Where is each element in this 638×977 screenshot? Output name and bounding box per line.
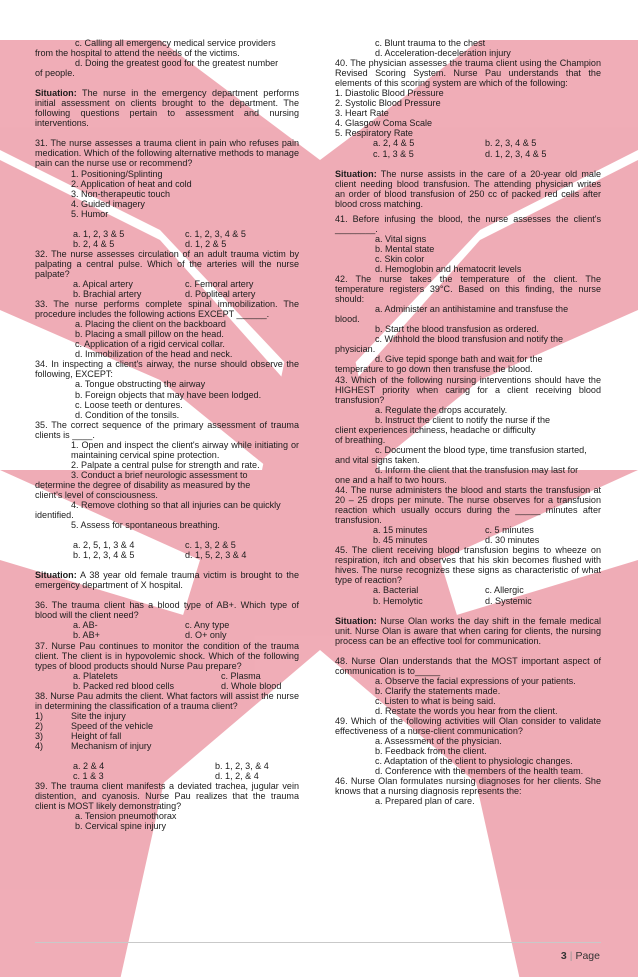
text-line: d. Doing the greatest good for the greatest number <box>75 58 279 69</box>
answer-row <box>35 620 299 630</box>
answer-choice: b. 1, 2, 3, 4 & 5 <box>73 550 135 561</box>
situation-intro <box>35 570 299 590</box>
answer-row <box>35 279 299 289</box>
answer-choice: c. Listen to what is being said. <box>375 695 496 706</box>
situation-label: Situation: <box>35 570 77 581</box>
situation-label: Situation: <box>35 88 77 99</box>
answer-choice: c. 1, 3 & 5 <box>373 148 414 159</box>
question-46: 46. Nurse Olan formulates nursing diagnoses for her clients. She knows that a nursing diagnosis represents the: <box>335 776 601 797</box>
answer-choice: d. Inform the client that the transfusion may last for <box>375 464 579 475</box>
question-43: 43. Which of the following nursing interventions should have the HIGHEST priority when caring for a client receiving blood transfusion? <box>335 374 601 405</box>
situation-intro <box>35 88 299 128</box>
factor-item <box>35 741 299 751</box>
factor-item <box>35 721 299 731</box>
answer-choice: a. AB- <box>73 620 98 631</box>
answer-choice: a. Bacterial <box>373 585 419 596</box>
answer-choice: c. Loose teeth or dentures. <box>75 399 183 410</box>
question-33: 33. The nurse performs complete spinal immobilization. The procedure includes the following actions EXCEPT ______. <box>35 299 299 320</box>
answer-choice: b. Clarify the statements made. <box>375 685 501 696</box>
answer-choice: a. 1, 2, 3 & 5 <box>73 228 125 239</box>
answer-choice: a. 2, 5, 1, 3 & 4 <box>73 540 135 551</box>
option: 1. Diastolic Blood Pressure <box>335 88 444 99</box>
answer-choice: d. Conference with the members of the health team. <box>375 766 584 777</box>
answer-choice: a. Administer an antihistamine and transfuse the <box>375 304 569 315</box>
answer-row <box>335 525 601 535</box>
question-35: 35. The correct sequence of the primary assessment of trauma clients is ____. <box>35 419 299 440</box>
answer-choice: d. Whole blood <box>221 680 282 691</box>
answer-choice: a. Vital signs <box>375 233 427 244</box>
factor-item <box>35 731 299 741</box>
answer-choice: a. 2, 4 & 5 <box>373 138 415 149</box>
question-39: 39. The trauma client manifests a deviated trachea, jugular vein distention, and cyanosis. Nurse Pau realizes that the trauma client is MOST likely demonstrating? <box>35 781 299 812</box>
answer-choice: b. Start the blood transfusion as ordered. <box>375 324 539 335</box>
answer-choice: c. Withhold the blood transfusion and notify the <box>375 334 564 345</box>
answer-choice: b. 1, 2, 3, & 4 <box>215 761 269 772</box>
question-41: 41. Before infusing the blood, the nurse assesses the client's ________. <box>335 213 601 234</box>
right-column <box>335 38 601 806</box>
option: 3. Heart Rate <box>335 108 389 119</box>
text-line: blood. <box>335 314 360 325</box>
answer-choice: b. Brachial artery <box>73 289 142 300</box>
answer-row <box>35 229 299 239</box>
answer-choice: d. Popliteal artery <box>185 289 256 300</box>
answer-choice: c. Femoral artery <box>185 278 254 289</box>
option: 5. Humor <box>71 208 109 219</box>
answer-row <box>35 671 299 681</box>
answer-choice: a. Apical artery <box>73 278 133 289</box>
answer-row <box>35 771 299 781</box>
text-line: physician. <box>335 344 376 355</box>
factor-text: Mechanism of injury <box>71 741 152 751</box>
answer-row <box>335 149 601 159</box>
question-42: 42. The nurse takes the temperature of the client. The temperature registers 39°C. Based on this finding, the nurse should: <box>335 274 601 305</box>
question-38: 38. Nurse Pau admits the client. What factors will assist the nurse in determining the classification of a trauma client? <box>35 690 299 711</box>
answer-row <box>35 761 299 771</box>
answer-choice: a. Platelets <box>73 670 118 681</box>
text-line: from the hospital to attend the needs of the victims. <box>35 48 240 59</box>
answer-choice: d. 1, 5, 2, 3 & 4 <box>185 550 247 561</box>
option: 1. Open and inspect the client's airway while initiating or maintaining cervical spine protection. <box>71 439 299 460</box>
answer-choice: b. 2, 4 & 5 <box>73 238 115 249</box>
option: 2. Application of heat and cold <box>71 178 192 189</box>
text-line: temperature to go down then transfuse the blood. <box>335 364 533 375</box>
text-line: and vital signs taken. <box>335 454 420 465</box>
answer-choice: c. Blunt trauma to the chest <box>375 38 486 48</box>
answer-choice: d. 30 minutes <box>485 535 540 546</box>
answer-choice: b. Instruct the client to notify the nurse if the <box>375 414 551 425</box>
answer-choice: b. Mental state <box>375 243 435 254</box>
answer-choice: b. Packed red blood cells <box>73 680 175 691</box>
answer-choice: a. Placing the client on the backboard <box>75 319 226 330</box>
factor-text: Speed of the vehicle <box>71 720 153 731</box>
page-number: 3 <box>560 950 567 962</box>
answer-choice: c. 1 & 3 <box>73 771 104 782</box>
factor-number: 3) <box>35 730 44 741</box>
answer-choice: d. 1, 2, 3, 4 & 5 <box>485 148 547 159</box>
factor-text: Site the injury <box>71 710 126 721</box>
situation-intro <box>335 169 601 209</box>
situation-text: The nurse assists in the care of a 20-year old male client needing blood transfusion. The attending physician writes an order of blood transfusion of 250 cc of packed red cells after blood cross matching. <box>335 168 601 209</box>
answer-row <box>335 596 601 606</box>
answer-row <box>35 681 299 691</box>
option: 4. Remove clothing so that all injuries can be quickly <box>71 500 281 511</box>
option: 3. Non-therapeutic touch <box>71 188 171 199</box>
text-line: of breathing. <box>335 434 386 445</box>
answer-row <box>335 535 601 545</box>
situation-text: Nurse Olan works the day shift in the female medical unit. Nurse Olan is aware that when caring for clients, the nursing process can be an effective tool for communication. <box>335 615 601 646</box>
answer-choice: c. Any type <box>185 620 230 631</box>
situation-intro <box>335 616 601 646</box>
question-45: 45. The client receiving blood transfusion begins to wheeze on respiration, itch and observes that his skin becomes flushed with hives. The nurse recognizes these signs as characteristic of what type of reaction? <box>335 545 601 586</box>
question-49: 49. Which of the following activities will Olan consider to validate effectiveness of a nurse-client communication? <box>335 716 601 737</box>
page-footer <box>561 950 600 962</box>
option: 3. Conduct a brief neurologic assessment to <box>71 469 248 480</box>
situation-text: The nurse in the emergency department performs initial assessment on clients brought to the department. The following questions pertain to assessment and nursing interventions. <box>35 88 299 129</box>
answer-choice: b. Cervical spine injury <box>75 821 167 832</box>
answer-choice: d. Systemic <box>485 595 532 606</box>
factor-number: 2) <box>35 720 44 731</box>
answer-choice: d. 1, 2 & 5 <box>185 238 227 249</box>
option: 1. Positioning/Splinting <box>71 168 163 179</box>
answer-choice: d. Immobilization of the head and neck. <box>75 349 233 360</box>
text-line: of people. <box>35 68 75 79</box>
answer-choice: d. Acceleration-deceleration injury <box>375 48 511 59</box>
option: 2. Systolic Blood Pressure <box>335 98 441 109</box>
factor-number: 4) <box>35 741 44 751</box>
question-32: 32. The nurse assesses circulation of an adult trauma victim by palpating a central pulse. Which of the arteries will the nurse palpate? <box>35 248 299 279</box>
factor-number: 1) <box>35 710 44 721</box>
text-line: determine the degree of disability as measured by the <box>35 479 251 490</box>
situation-label: Situation: <box>335 168 377 179</box>
page-label: Page <box>575 950 600 962</box>
question-48: 48. Nurse Olan understands that the MOST important aspect of communication is to_____ <box>335 655 601 676</box>
answer-choice: c. Plasma <box>221 670 261 681</box>
answer-choice: d. Hemoglobin and hematocrit levels <box>375 263 522 274</box>
option: 4. Guided imagery <box>71 198 145 209</box>
answer-choice: c. Application of a rigid cervical collar. <box>75 339 225 350</box>
answer-choice: a. Regulate the drops accurately. <box>375 404 508 415</box>
situation-label: Situation: <box>335 615 377 626</box>
answer-choice: c. Allergic <box>485 585 524 596</box>
answer-choice: d. O+ only <box>185 630 227 641</box>
text-line: one and a half to two hours. <box>335 474 447 485</box>
text-line: client experiences itchiness, headache or difficulty <box>335 424 536 435</box>
answer-choice: c. 1, 3, 2 & 5 <box>185 540 236 551</box>
option: 5. Respiratory Rate <box>335 128 413 139</box>
answer-choice: b. Feedback from the client. <box>375 746 487 757</box>
question-37: 37. Nurse Pau continues to monitor the condition of the trauma client. The client is in hypovolemic shock. Which of the following types of blood products should Nurse Pau prepare? <box>35 640 299 671</box>
answer-row <box>35 540 299 550</box>
answer-choice: d. 1, 2, & 4 <box>215 771 259 782</box>
factor-item <box>35 711 299 721</box>
answer-choice: b. Foreign objects that may have been lodged. <box>75 389 262 400</box>
answer-row <box>35 550 299 560</box>
answer-choice: b. 45 minutes <box>373 535 428 546</box>
answer-choice: a. 2 & 4 <box>73 761 105 772</box>
answer-row <box>35 239 299 249</box>
answer-choice: a. Observe the facial expressions of your patients. <box>375 675 576 686</box>
answer-choice: d. Give tepid sponge bath and wait for the <box>375 354 543 365</box>
answer-choice: c. Skin color <box>375 253 425 264</box>
answer-choice: a. Assessment of the physician. <box>375 736 502 747</box>
answer-choice: c. 5 minutes <box>485 525 534 536</box>
text-line: c. Calling all emergency medical service providers <box>75 38 276 48</box>
answer-choice: a. Tongue obstructing the airway <box>75 379 206 390</box>
footer-divider <box>35 942 601 943</box>
answer-row <box>335 138 601 148</box>
answer-row <box>335 585 601 595</box>
left-column <box>35 38 299 831</box>
factor-text: Height of fall <box>71 730 122 741</box>
answer-choice: c. 1, 2, 3, 4 & 5 <box>185 228 246 239</box>
option: 5. Assess for spontaneous breathing. <box>71 520 220 531</box>
text-line: client's level of consciousness. <box>35 489 158 500</box>
answer-choice: d. Restate the words you hear from the client. <box>375 705 558 716</box>
answer-choice: b. Placing a small pillow on the head. <box>75 329 224 340</box>
answer-choice: b. Hemolytic <box>373 595 423 606</box>
answer-choice: a. Prepared plan of care. <box>375 796 475 807</box>
answer-row <box>35 630 299 640</box>
question-34: 34. In inspecting a client's airway, the nurse should observe the following, EXCEPT: <box>35 359 299 380</box>
question-36: 36. The trauma client has a blood type of AB+. Which type of blood will the client need? <box>35 600 299 621</box>
answer-choice: a. Tension pneumothorax <box>75 811 177 822</box>
answer-choice: a. 15 minutes <box>373 525 428 536</box>
answer-choice: c. Adaptation of the client to physiologic changes. <box>375 756 573 767</box>
answer-choice: b. AB+ <box>73 630 100 641</box>
text-line: identified. <box>35 510 74 521</box>
question-31: 31. The nurse assesses a trauma client in pain who refuses pain medication. Which of the following alternative methods to manage pain can the nurse use or recommend? <box>35 138 299 169</box>
answer-choice: b. 2, 3, 4 & 5 <box>485 138 537 149</box>
answer-choice: c. Document the blood type, time transfusion started, <box>375 444 587 455</box>
answer-choice: d. Condition of the tonsils. <box>75 409 180 420</box>
answer-row <box>35 289 299 299</box>
footer-separator: | <box>569 950 573 962</box>
option: 2. Palpate a central pulse for strength and rate. <box>71 459 260 470</box>
question-44: 44. The nurse administers the blood and starts the transfusion at 20 – 25 drops per minute. The nurse observes for a transfusion reaction which usually occurs during the _____ minutes after transfusion. <box>335 485 601 526</box>
option: 4. Glasgow Coma Scale <box>335 118 433 129</box>
situation-text: A 38 year old female trauma victim is brought to the emergency department of X hospital. <box>35 570 299 591</box>
question-40: 40. The physician assesses the trauma client using the Champion Revised Scoring System. Nurse Pau understands that the elements of this scoring system are which of the following: <box>335 58 601 89</box>
